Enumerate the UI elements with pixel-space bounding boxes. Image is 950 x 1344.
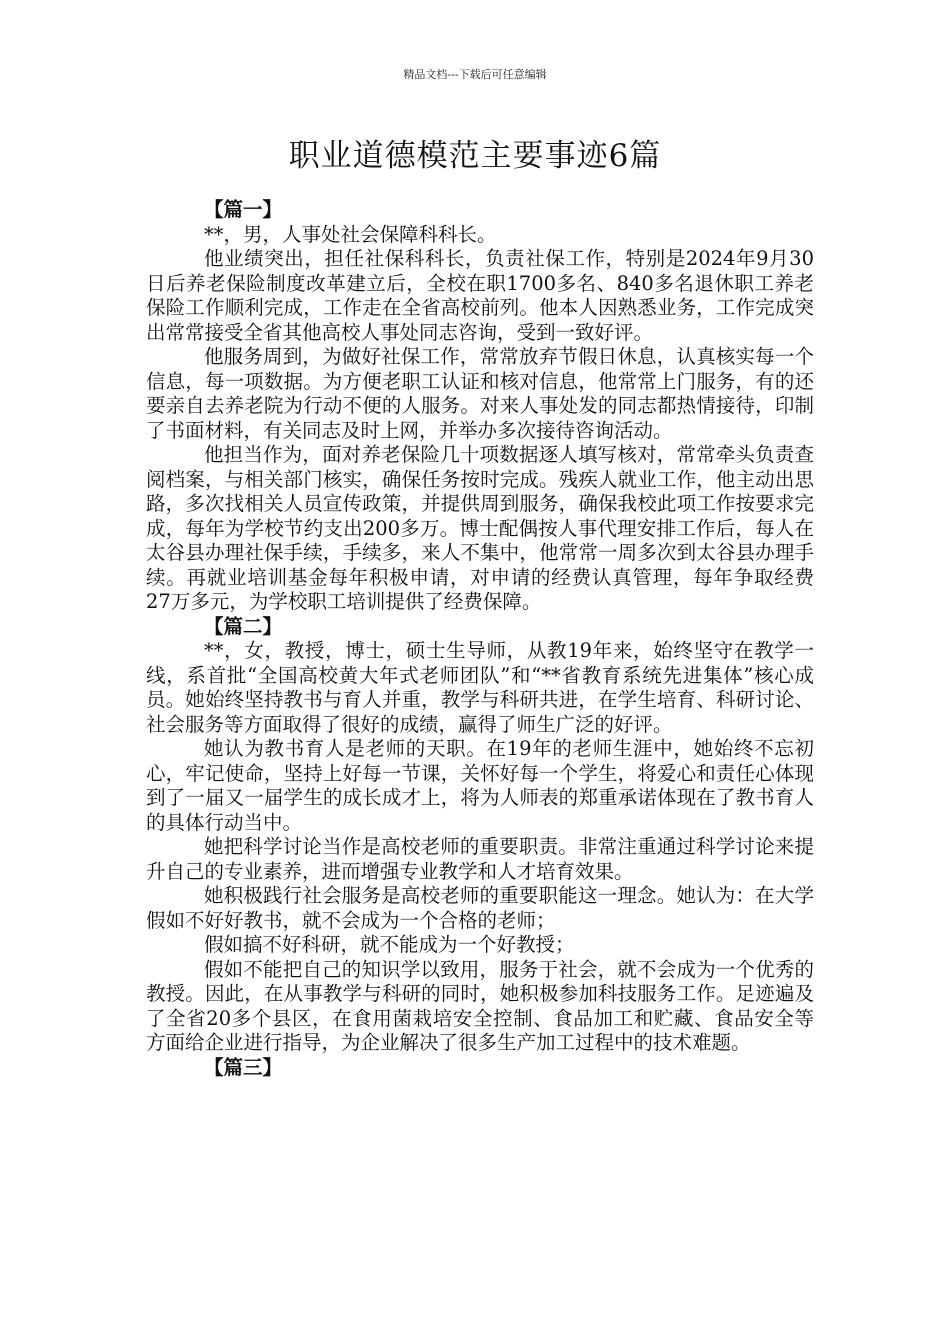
- document-body: [146, 198, 814, 1080]
- paragraph: 她积极践行社会服务是高校老师的重要职能这一理念。她认为：在大学假如不好好教书，就不会成为一个合格的老师；: [146, 884, 814, 932]
- paragraph: 他担当作为，面对养老保险几十项数据逐人填写核对，常常牵头负责查阅档案，与相关部门核实，确保任务按时完成。残疾人就业工作，他主动出思路，多次找相关人员宣传政策，并提供周到服务，确保我校此项工作按要求完成，每年为学校节约支出200多万。博士配偶按人事代理安排工作后，每人在太谷县办理社保手续，手续多，来人不集中，他常常一周多次到太谷县办理手续。再就业培训基金每年积极申请，对申请的经费认真管理，每年争取经费27万多元，为学校职工培训提供了经费保障。: [146, 443, 814, 613]
- section-heading-1: 【篇一】: [204, 198, 283, 221]
- paragraph: **，男，人事处社会保障科科长。: [204, 222, 497, 246]
- paragraph: 他业绩突出，担任社保科科长，负责社保工作，特别是2024年9月30日后养老保险制度改革建立后，全校在职1700多名、840多名退休职工养老保险工作顺利完成，工作走在全省高校前列。他本人因熟悉业务，工作完成突出常常接受全省其他高校人事处同志咨询，受到一致好评。: [146, 247, 814, 344]
- paragraph: 假如搞不好科研，就不能成为一个好教授；: [204, 933, 575, 956]
- paragraph: 他服务周到，为做好社保工作，常常放弃节假日休息，认真核实每一个信息，每一项数据。为方便老职工认证和核对信息，他常常上门服务，有的还要亲自去养老院为行动不便的人服务。对来人事处发的同志都热情接待，印制了书面材料，有关同志及时上网，并举办多次接待咨询活动。: [146, 345, 814, 442]
- document-title: 职业道德模范主要事迹6篇: [288, 138, 662, 174]
- paragraph: 假如不能把自己的知识学以致用，服务于社会，就不会成为一个优秀的教授。因此，在从事教学与科研的同时，她积极参加科技服务工作。足迹遍及了全省20多个县区，在食用菌栽培安全控制、食品加工和贮藏、食品安全等方面给企业进行指导，为企业解决了很多生产加工过程中的技术难题。: [146, 957, 814, 1054]
- paragraph: 她认为教书育人是老师的天职。在19年的老师生涯中，她始终不忘初心，牢记使命，坚持上好每一节课，关怀好每一个学生，将爱心和责任心体现到了一届又一届学生的成长成才上，将为人师表的郑重承诺体现在了教书育人的具体行动当中。: [146, 737, 814, 834]
- paragraph: **，女，教授，博士，硕士生导师，从教19年来，始终坚守在教学一线，系首批“全国高校黄大年式老师团队”和“**省教育系统先进集体”核心成员。她始终坚持教书与育人并重，教学与科研共进，在学生培育、科研讨论、社会服务等方面取得了很好的成绩，赢得了师生广泛的好评。: [146, 639, 814, 736]
- section-heading-2: 【篇二】: [204, 614, 283, 638]
- paragraph: 她把科学讨论当作是高校老师的重要职责。非常注重通过科学讨论来提升自己的专业素养，进而增强专业教学和人才培育效果。: [146, 835, 814, 883]
- section-heading-3: 【篇三】: [204, 1055, 283, 1079]
- header-note: 精品文档---下载后可任意编辑: [403, 68, 547, 81]
